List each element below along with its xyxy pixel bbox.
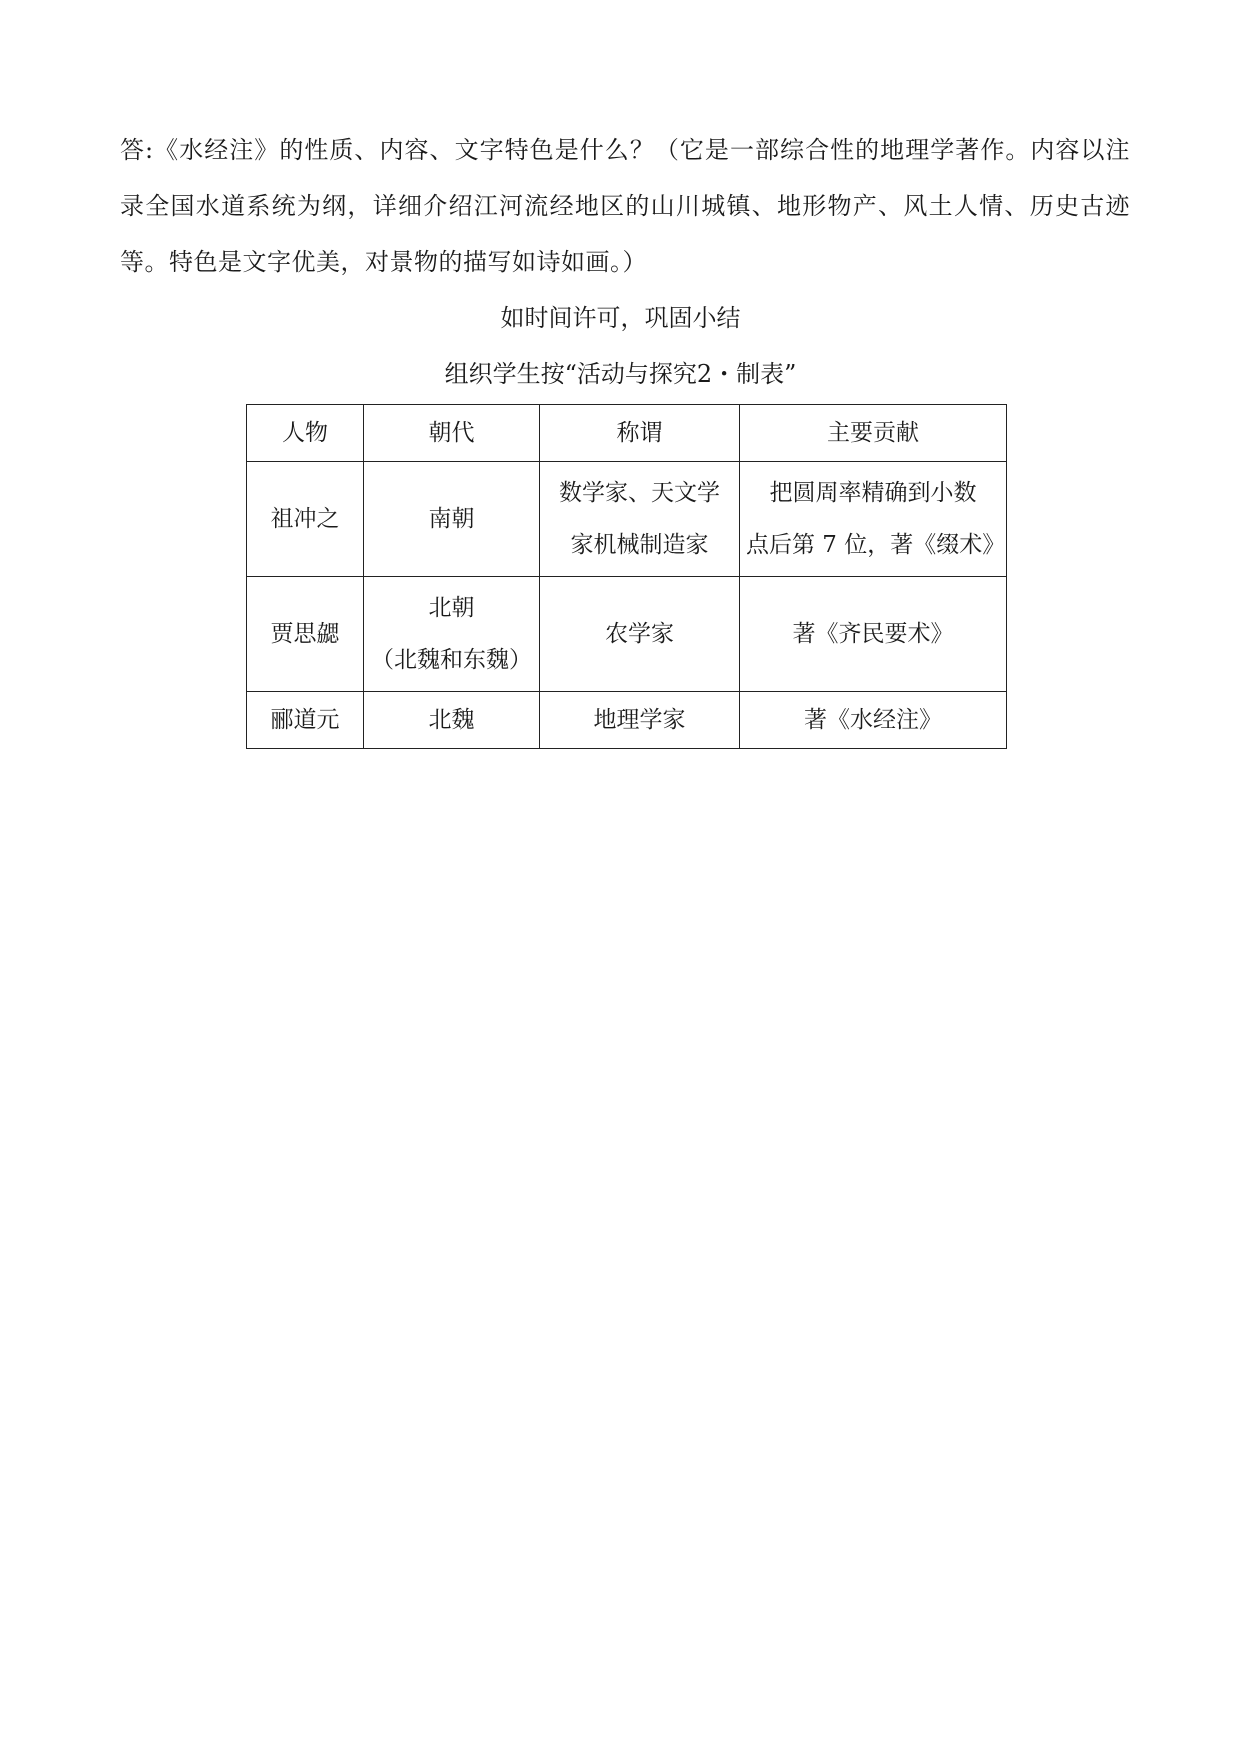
cell-contribution-line: 著《齐民要术》 xyxy=(792,621,954,647)
cell-dynasty-line: 北朝 xyxy=(428,595,475,621)
header-person: 人物 xyxy=(247,405,364,462)
table-instruction-heading: 组织学生按“活动与探究2・制表” xyxy=(444,360,797,388)
cell-dynasty-line: 南朝 xyxy=(428,506,475,532)
cell-title-line: 地理学家 xyxy=(593,707,686,733)
cell-title-line: 农学家 xyxy=(605,621,674,647)
table-row xyxy=(247,577,1007,692)
cell-dynasty xyxy=(364,577,540,692)
cell-dynasty-line: （北魏和东魏） xyxy=(371,647,532,673)
cell-person: 郦道元 xyxy=(247,692,364,749)
cell-title-line: 家机械制造家 xyxy=(570,532,709,558)
cell-contribution-line: 把圆周率精确到小数 xyxy=(769,480,977,506)
contribution-table xyxy=(246,404,1007,749)
cell-title xyxy=(540,692,740,749)
cell-contribution xyxy=(740,692,1007,749)
table-header-row xyxy=(247,405,1007,462)
header-title: 称谓 xyxy=(540,405,740,462)
cell-person: 祖冲之 xyxy=(247,462,364,577)
cell-dynasty xyxy=(364,462,540,577)
cell-title xyxy=(540,462,740,577)
cell-contribution xyxy=(740,577,1007,692)
cell-dynasty-line: 北魏 xyxy=(428,707,475,733)
header-contribution: 主要贡献 xyxy=(740,405,1007,462)
cell-contribution xyxy=(740,462,1007,577)
table-row xyxy=(247,692,1007,749)
table-row xyxy=(247,462,1007,577)
cell-title xyxy=(540,577,740,692)
cell-title-line: 数学家、天文学 xyxy=(559,480,720,506)
cell-person: 贾思勰 xyxy=(247,577,364,692)
summary-heading: 如时间许可，巩固小结 xyxy=(500,304,741,332)
cell-contribution-line: 著《水经注》 xyxy=(804,707,942,733)
cell-dynasty xyxy=(364,692,540,749)
cell-contribution-line: 点后第 7 位，著《缀术》 xyxy=(746,532,1006,558)
header-dynasty: 朝代 xyxy=(364,405,540,462)
intro-paragraph: 答:《水经注》的性质、内容、文字特色是什么？（它是一部综合性的地理学著作。内容以注录全国水道系统为纲，详细介绍江河流经地区的山川城镇、地形物产、风土人情、历史古迹等。特色是文字优美，对景物的描写如诗如画。） xyxy=(120,136,1130,276)
